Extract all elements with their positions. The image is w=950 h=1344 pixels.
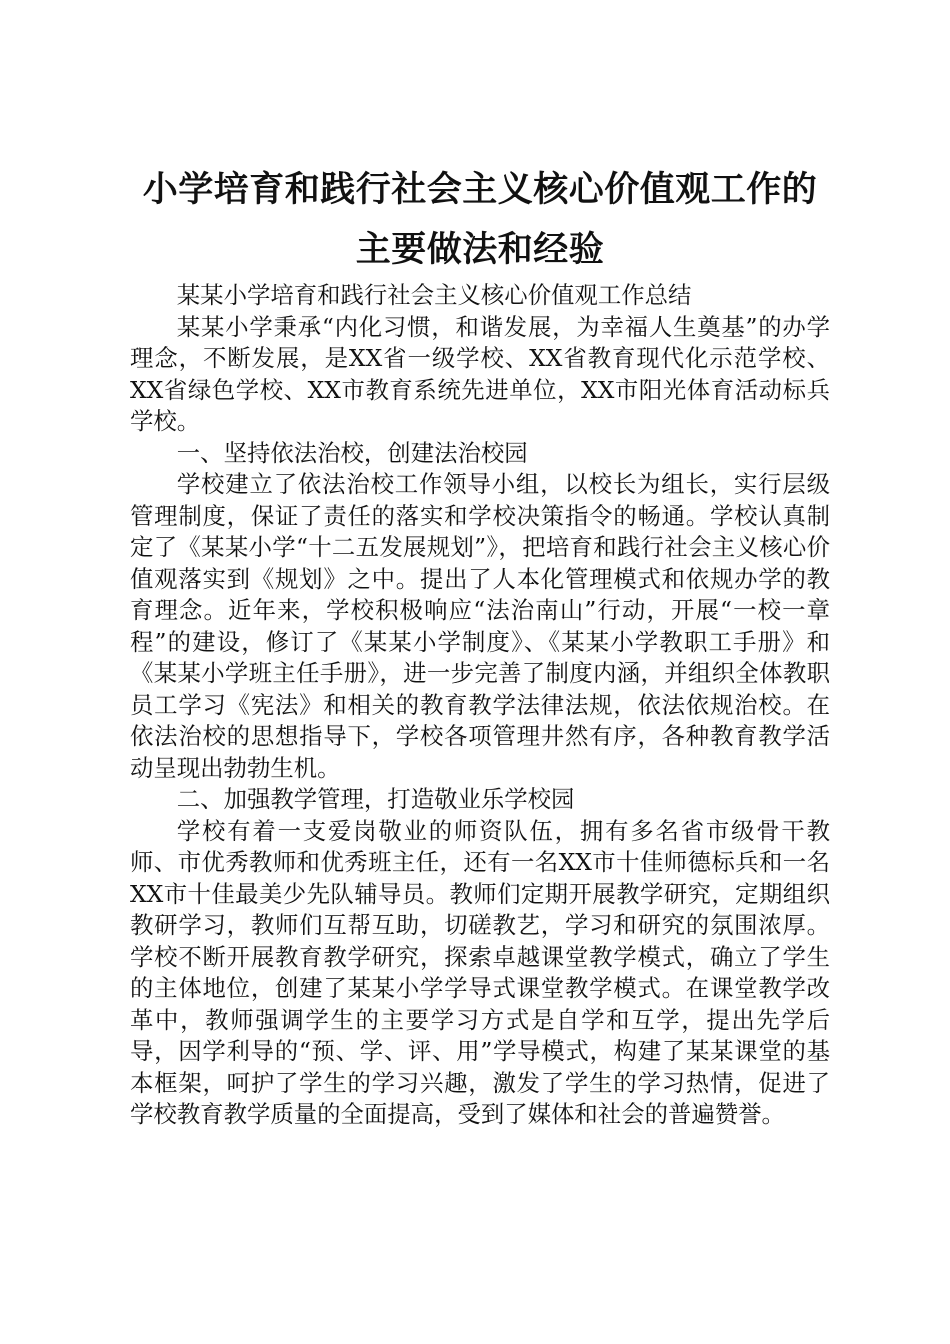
intro-paragraph: 某某小学秉承“内化习惯，和谐发展，为幸福人生奠基”的办学理念，不断发展，是XX省一级学校、XX省教育现代化示范学校、XX省绿色学校、XX市教育系统先进单位，XX市阳光体育活动标兵学校。 bbox=[130, 312, 830, 435]
document-subtitle: 某某小学培育和践行社会主义核心价值观工作总结 bbox=[176, 281, 692, 309]
section-1-heading: 一、坚持依法治校，创建法治校园 bbox=[176, 438, 528, 467]
document-page bbox=[130, 160, 830, 1131]
section-2-heading: 二、加强教学管理，打造敬业乐学校园 bbox=[176, 785, 575, 813]
section-1-body: 学校建立了依法治校工作领导小组，以校长为组长，实行层级管理制度，保证了责任的落实和学校决策指令的畅通。学校认真制定了《某某小学“十二五发展规划”》，把培育和践行社会主义核心价值观落实到《规划》之中。提出了人本化管理模式和依规办学的教育理念。近年来，学校积极响应“法治南山”行动，开展“一校一章程”的建设，修订了《某某小学制度》、《某某小学教职工手册》和《某某小学班主任手册》，进一步完善了制度内涵，并组织全体教职员工学习《宪法》和相关的教育教学法律法规，依法依规治校。在依法治校的思想指导下，学校各项管理井然有序，各种教育教学活动呈现出勃勃生机。 bbox=[130, 470, 830, 782]
section-2-body: 学校有着一支爱岗敬业的师资队伍，拥有多名省市级骨干教师、市优秀教师和优秀班主任，还有一名XX市十佳师德标兵和一名XX市十佳最美少先队辅导员。教师们定期开展教学研究，定期组织教研学习，教师们互帮互助，切磋教艺，学习和研究的氛围浓厚。学校不断开展教育教学研究，探索卓越课堂教学模式，确立了学生的主体地位，创建了某某小学学导式课堂教学模式。在课堂教学改革中，教师强调学生的主要学习方式是自学和互学，提出先学后导，因学利导的“预、学、评、用”学导模式，构建了某某课堂的基本框架，呵护了学生的学习兴趣，激发了学生的学习热情，促进了学校教育教学质量的全面提高，受到了媒体和社会的普遍赞誉。 bbox=[130, 816, 830, 1128]
document-title: 小学培育和践行社会主义核心价值观工作的主要做法和经验 bbox=[142, 170, 818, 270]
